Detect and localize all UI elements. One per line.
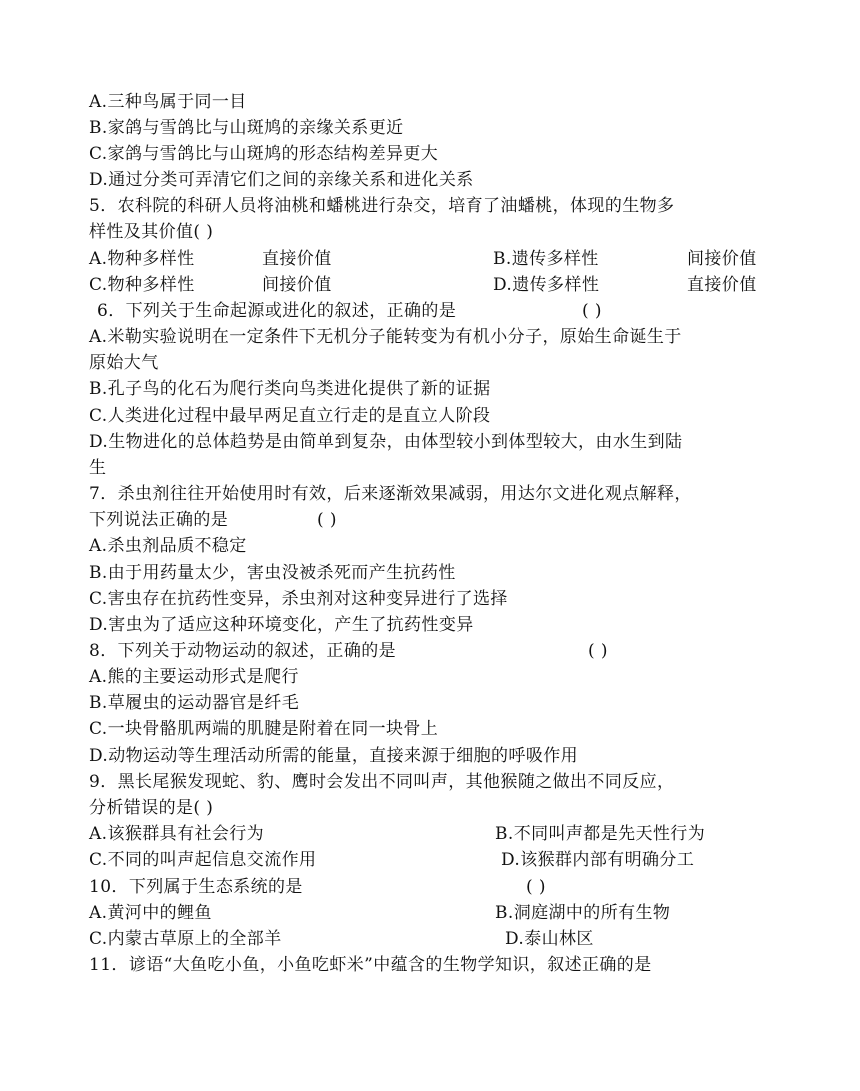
q4-option-c: C.家鸽与雪鸽比与山斑鸠的形态结构差异更大 — [89, 144, 439, 164]
q9-option-b: B.不同叫声都是先天性行为 — [495, 824, 706, 844]
q7-bracket: ( ) — [317, 510, 337, 530]
q5-stem-line2: 样性及其价值( ) — [89, 222, 214, 242]
q4-option-b: B.家鸽与雪鸽比与山斑鸠的亲缘关系更近 — [89, 118, 404, 138]
q8-stem: 8．下列关于动物运动的叙述，正确的是 — [89, 641, 397, 661]
q10-bracket: ( ) — [526, 877, 546, 897]
q4-option-a: A.三种鸟属于同一目 — [89, 92, 247, 112]
q5-option-b: B.遗传多样性 — [493, 249, 599, 269]
q6-option-d-line2: 生 — [89, 458, 107, 478]
q7-option-c: C.害虫存在抗药性变异，杀虫剂对这种变异进行了选择 — [89, 589, 508, 609]
q5-stem-line1: 5．农科院的科研人员将油桃和蟠桃进行杂交，培育了油蟠桃，体现的生物多 — [89, 196, 675, 216]
q5-option-d: D.遗传多样性 — [493, 275, 600, 295]
q10-option-b: B.洞庭湖中的所有生物 — [495, 903, 671, 923]
q10-option-d: D.泰山林区 — [505, 929, 594, 949]
q6-option-d-line1: D.生物进化的总体趋势是由简单到复杂，由体型较小到体型较大，由水生到陆 — [89, 432, 683, 452]
q5-option-c: C.物种多样性 — [89, 275, 195, 295]
q7-stem-line2: 下列说法正确的是 — [89, 510, 229, 530]
q7-option-d: D.害虫为了适应这种环境变化，产生了抗药性变异 — [89, 615, 474, 635]
q11-stem: 11．谚语“大鱼吃小鱼，小鱼吃虾米”中蕴含的生物学知识，叙述正确的是 — [89, 955, 652, 975]
q6-stem: 6．下列关于生命起源或进化的叙述，正确的是 — [97, 301, 457, 321]
q8-option-a: A.熊的主要运动形式是爬行 — [89, 667, 299, 687]
q5-option-a-value: 直接价值 — [262, 249, 332, 269]
q4-option-d: D.通过分类可弄清它们之间的亲缘关系和进化关系 — [89, 170, 474, 190]
q6-option-a-line1: A.米勒实验说明在一定条件下无机分子能转变为有机小分子，原始生命诞生于 — [89, 327, 682, 347]
q9-option-d: D.该猴群内部有明确分工 — [501, 850, 695, 870]
q6-option-a-line2: 原始大气 — [89, 353, 159, 373]
q9-option-c: C.不同的叫声起信息交流作用 — [89, 850, 317, 870]
q5-option-a: A.物种多样性 — [89, 249, 195, 269]
q10-option-c: C.内蒙古草原上的全部羊 — [89, 929, 282, 949]
q10-stem: 10．下列属于生态系统的是 — [89, 877, 303, 897]
q9-stem-line2: 分析错误的是( ) — [89, 798, 214, 818]
q8-bracket: ( ) — [588, 641, 608, 661]
q7-stem-line1: 7．杀虫剂往往开始使用时有效，后来逐渐效果减弱，用达尔文进化观点解释， — [89, 484, 692, 504]
q5-option-b-value: 间接价值 — [687, 249, 757, 269]
q5-option-c-value: 间接价值 — [262, 275, 332, 295]
q8-option-c: C.一块骨骼肌两端的肌腱是附着在同一块骨上 — [89, 719, 439, 739]
q8-option-d: D.动物运动等生理活动所需的能量，直接来源于细胞的呼吸作用 — [89, 746, 579, 766]
q7-option-a: A.杀虫剂品质不稳定 — [89, 536, 247, 556]
q8-option-b: B.草履虫的运动器官是纤毛 — [89, 693, 300, 713]
q6-option-b: B.孔子鸟的化石为爬行类向鸟类进化提供了新的证据 — [89, 379, 491, 399]
q7-option-b: B.由于用药量太少，害虫没被杀死而产生抗药性 — [89, 563, 456, 583]
q6-option-c: C.人类进化过程中最早两足直立行走的是直立人阶段 — [89, 406, 491, 426]
q9-stem-line1: 9．黑长尾猴发现蛇、豹、鹰时会发出不同叫声，其他猴随之做出不同反应， — [89, 772, 675, 792]
q5-option-d-value: 直接价值 — [687, 275, 757, 295]
q6-bracket: ( ) — [582, 301, 602, 321]
q10-option-a: A.黄河中的鲤鱼 — [89, 903, 212, 923]
q9-option-a: A.该猴群具有社会行为 — [89, 824, 265, 844]
